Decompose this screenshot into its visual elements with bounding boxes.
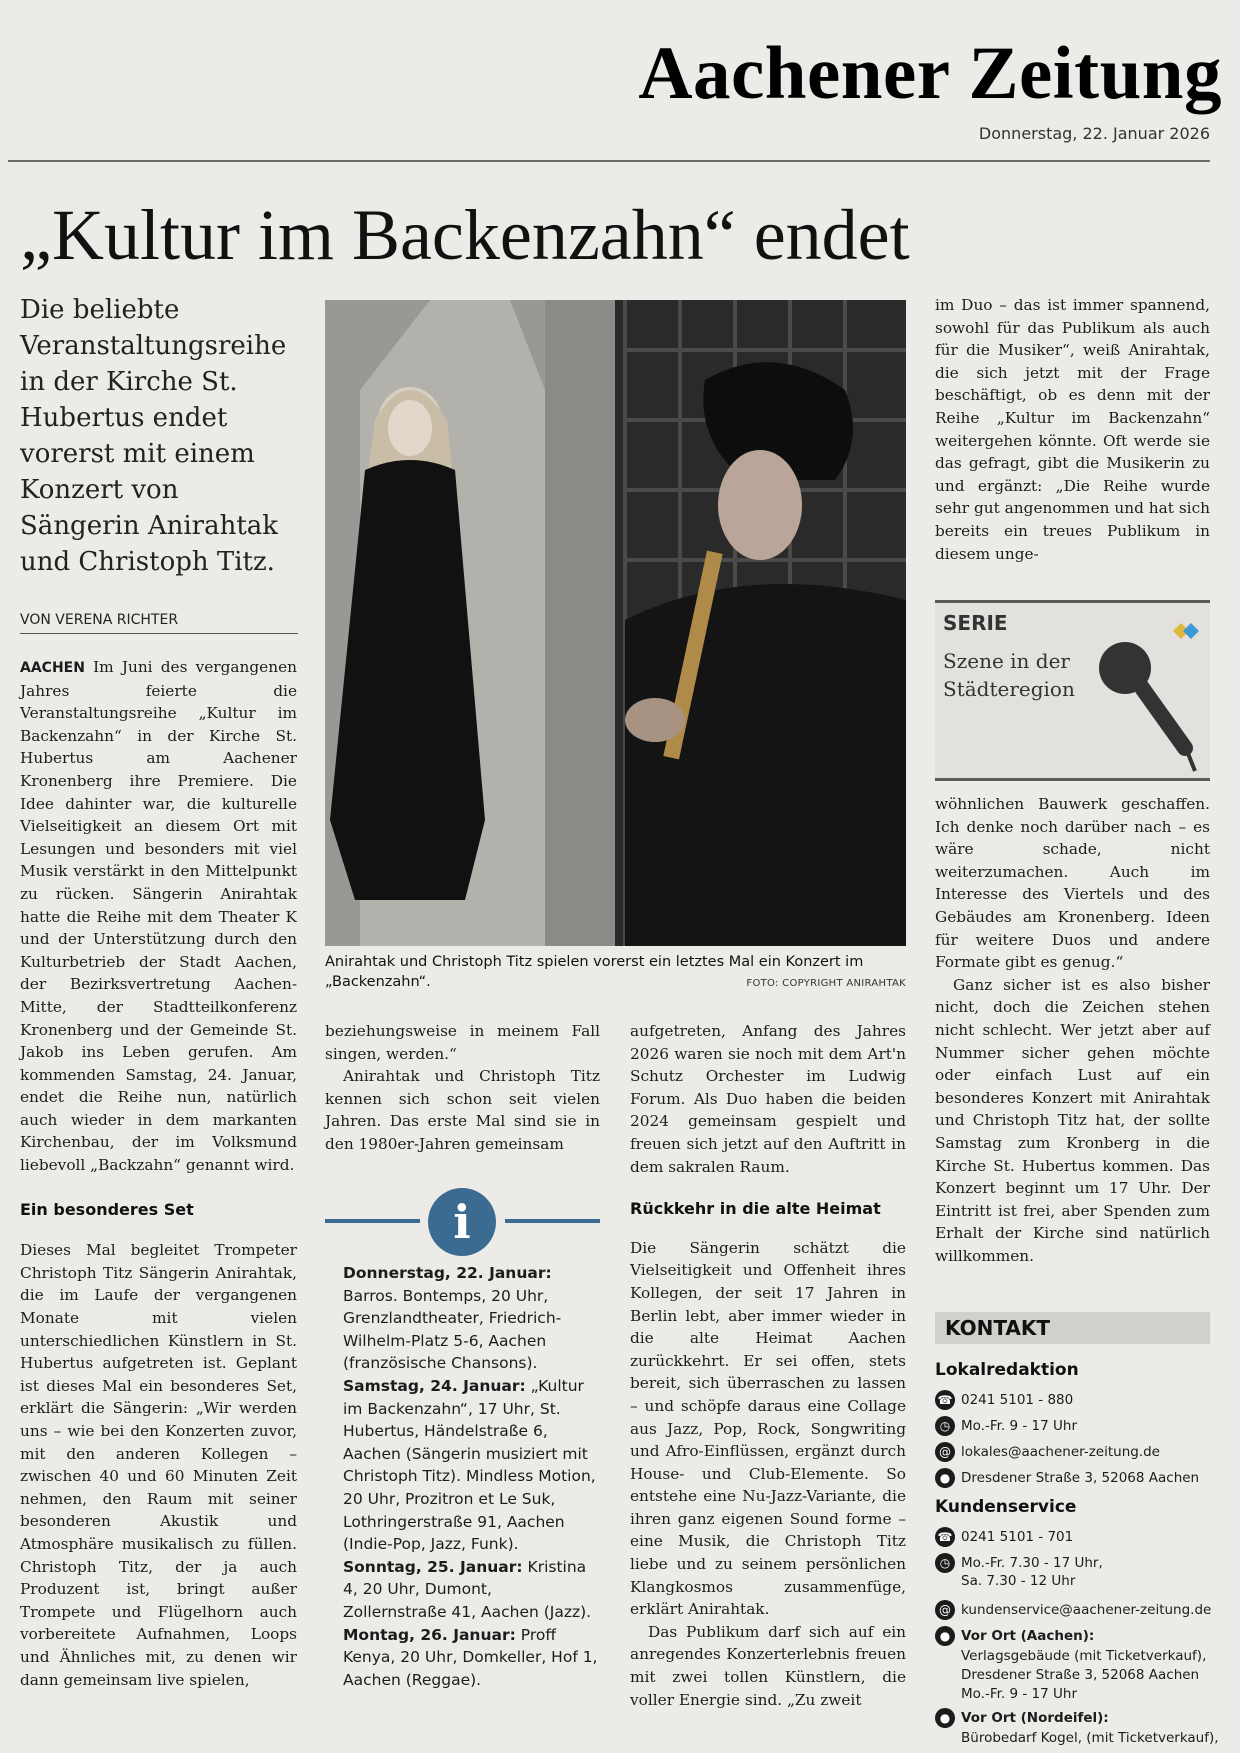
event-details: Proff Kenya, 20 Uhr, Domkeller, Hof 1, Aachen (Reggae). [343, 1625, 598, 1689]
lokalredaktion-heading: Lokalredaktion [935, 1360, 1079, 1380]
event-details: Barros. Bontemps, 20 Uhr, Grenzlandtheater, Friedrich-Wilhelm-Platz 5-6, Aachen (französische Chansons). [343, 1286, 562, 1373]
kontakt-heading: KONTAKT [935, 1312, 1210, 1344]
event-details: „Kultur im Backenzahn“, 17 Uhr, St. Hubertus, Händelstraße 6, Aachen (Sängerin musiziert mit Christoph Titz). Mindless Motion, 20 Uhr, Prozitron et Le Suk, Lothringerstraße 91, Aachen (Indie-Pop, Jazz, Funk). [343, 1376, 596, 1554]
subhead-besonderes-set: Ein besonderes Set [20, 1199, 194, 1219]
kunden-phone: 0241 5101 - 701 [961, 1529, 1074, 1545]
lokal-hours-row [935, 1416, 1077, 1436]
byline: VON VERENA RICHTER [20, 612, 298, 634]
col2-paragraph-2: Anirahtak und Christoph Titz kennen sich schon seit vielen Jahren. Das erste Mal sind sie in den 1980er-Jahren gemeinsam [325, 1067, 600, 1153]
event-day: Donnerstag, 22. Januar: [343, 1264, 552, 1282]
kunden-hours-row [935, 1553, 1103, 1573]
event-day: Samstag, 24. Januar: [343, 1376, 526, 1395]
event-day: Montag, 26. Januar: [343, 1625, 516, 1644]
article-deck: Die beliebte Veranstaltungsreihe in der Kirche St. Hubertus endet vorerst mit einem Konzert von Sängerin Anirahtak und Christoph Titz. [20, 295, 287, 577]
col1-paragraph-2: Dieses Mal begleitet Trompeter Christoph Titz Sängerin Anirahtak, die im Laufe der vergangenen Monate mit vielen unterschiedlichen Künstlern in St. Hubertus aufgetreten ist. Geplant ist dieses Mal ein besonderes Set, erklärt die Sängerin: „Wir werden uns – wie bei den Konzerten zuvor, mit den anderen Kollegen – zwischen 40 und 60 Minuten Zeit nehmen, den Raum mit seiner besonderen Akustik und Atmosphäre musikalisch zu füllen. Christoph Titz, der ja auch Produzent ist, bringt außer Trompete und Flügelhorn auch vorbereitete Aufnahmen, Loops und Ähnliches mit, zu denen wir dann gemeinsam live spielen, [20, 1241, 297, 1689]
phone-icon: ☎ [935, 1527, 955, 1547]
col2-paragraph-1: beziehungsweise in meinem Fall singen, werden.“ [325, 1022, 600, 1063]
kunden-hours-1: Mo.-Fr. 7.30 - 17 Uhr, [961, 1555, 1103, 1571]
lokal-email-row [935, 1442, 1160, 1462]
serie-box [935, 600, 1210, 781]
event-details: Kristina 4, 20 Uhr, Dumont, Zollernstraße 41, Aachen (Jazz). [343, 1557, 592, 1621]
lokal-address-row [935, 1468, 1199, 1488]
article-column-3 [630, 1020, 906, 1711]
clock-icon: ◷ [935, 1416, 955, 1436]
col4-paragraph-2: wöhnlichen Bauwerk geschaffen. Ich denke noch darüber nach – es wäre schade, nicht weiterzumachen. Auch im Interesse des Viertels und des Gebäudes am Kronenberg. Ideen für weitere Duos und andere Formate gibt es genug.“ [935, 795, 1210, 972]
event-entry [343, 1556, 598, 1624]
lokal-email: lokales@aachener-zeitung.de [961, 1444, 1160, 1460]
event-listing [343, 1262, 598, 1691]
location-pin-icon: ● [935, 1708, 955, 1728]
info-rule-right [505, 1219, 600, 1223]
photo-illustration [325, 300, 906, 946]
subhead-rueckkehr: Rückkehr in die alte Heimat [630, 1199, 881, 1219]
col3-paragraph-1: aufgetreten, Anfang des Jahres 2026 waren sie noch mit dem Art'n Schutz Orchester im Ludwig Forum. Als Duo haben die beiden 2024 gemeinsam gespielt und freuen sich jetzt auf den Auftritt in dem sakralen Raum. [630, 1022, 906, 1176]
ort2-row [935, 1708, 1109, 1728]
ort1-row [935, 1626, 1094, 1646]
article-column-2 [325, 1020, 600, 1156]
col4-paragraph-3: Ganz sicher ist es also bisher nicht, doch die Zeichen stehen nicht schlecht. Wer jetzt aber auf Nummer sicher gehen möchte oder einfach Lust auf ein besonderes Konzert mit Anirahtak und Christoph Titz hat, der sollte Samstag zum Kronberg in die Kirche St. Hubertus kommen. Das Konzert beginnt um 17 Uhr. Der Eintritt ist frei, aber Spenden zum Erhalt der Kirche sind natürlich willkommen. [935, 975, 1210, 1265]
ort2-line-1: Bürobedarf Kogel, (mit Ticketverkauf), [961, 1730, 1219, 1746]
event-entry [343, 1624, 598, 1692]
location-pin-icon: ● [935, 1626, 955, 1646]
kundenservice-heading: Kundenservice [935, 1497, 1077, 1517]
caption-text: Anirahtak und Christoph Titz spielen vorerst ein letztes Mal ein Konzert im „Backenzahn“. [325, 954, 864, 990]
ort2-title: Vor Ort (Nordeifel): [961, 1710, 1109, 1726]
ort1-title: Vor Ort (Aachen): [961, 1628, 1095, 1644]
kunden-phone-row [935, 1527, 1073, 1547]
article-photo [325, 300, 906, 946]
article-column-4-bottom [935, 793, 1210, 1267]
kunden-email: kundenservice@aachener-zeitung.de [961, 1602, 1212, 1618]
info-icon: i [428, 1188, 496, 1256]
event-entry [343, 1375, 598, 1556]
ort1-line-2: Dresdener Straße 3, 52068 Aachen [961, 1667, 1200, 1683]
photo-caption [325, 952, 906, 992]
clock-icon: ◷ [935, 1553, 955, 1573]
masthead: Aachener Zeitung [638, 32, 1222, 115]
lokal-hours: Mo.-Fr. 9 - 17 Uhr [961, 1418, 1078, 1434]
col3-paragraph-2: Die Sängerin schätzt die Vielseitigkeit und Offenheit ihres Kollegen, der seit 17 Jahren in Berlin lebt, aber immer wieder in die alte Heimat Aachen zurückkehrt. Er sei offen, stets bereit, sich überraschen zu lassen – und schöpfe daraus eine Collage aus Jazz, Pop, Rock, Songwriting und Afro-Einflüssen, ergänzt durch House- und Club-Elemente. So entstehe eine Nu-Jazz-Variante, die ihren ganz eigenen Sound forme – eine Musik, die Christoph Titz liebe und zu seinem persönlichen Klangkosmos zusammenfüge, erklärt Anirahtak. [630, 1238, 906, 1619]
ort1-line-3: Mo.-Fr. 9 - 17 Uhr [961, 1686, 1078, 1702]
serie-label: SERIE [943, 611, 1008, 635]
info-rule-left [325, 1219, 420, 1223]
ort1-line-1: Verlagsgebäude (mit Ticketverkauf), [961, 1648, 1207, 1664]
dateline-city: AACHEN [20, 660, 85, 676]
col4-paragraph-1: im Duo – das ist immer spannend, sowohl für das Publikum als auch für die Musiker“, weiß Anirahtak, die sich jetzt mit der Frage beschäftigt, ob es denn mit der Reihe „Kultur im Backenzahn“ weitergehen könnte. Oft werde sie das gefragt, gibt die Musikerin zu und ergänzt: „Die Reihe wurde sehr gut angenommen und hat sich bereits ein treues Publikum in diesem unge- [935, 296, 1210, 563]
event-entry [343, 1262, 598, 1375]
serie-title: Szene in der Städteregion [943, 649, 1075, 701]
article-headline: „Kultur im Backenzahn“ endet [20, 195, 910, 275]
event-day: Sonntag, 25. Januar: [343, 1557, 523, 1576]
col3-paragraph-3: Das Publikum darf sich auf ein anregendes Konzerterlebnis freuen mit zwei tollen Künstlern, die voller Energie sind. „Zu zweit [630, 1622, 906, 1709]
microphone-icon [1085, 623, 1205, 773]
email-icon: @ [935, 1442, 955, 1462]
photo-credit: FOTO: COPYRIGHT ANIRAHTAK [746, 978, 906, 989]
lokal-address: Dresdener Straße 3, 52068 Aachen [961, 1470, 1200, 1486]
email-icon: @ [935, 1600, 955, 1620]
phone-icon: ☎ [935, 1390, 955, 1410]
lokal-phone: 0241 5101 - 880 [961, 1392, 1074, 1408]
lokal-phone-row [935, 1390, 1073, 1410]
col1-paragraph-1: Im Juni des vergangenen Jahres feierte die Veranstaltungsreihe „Kultur im Backenzahn“ in der Kirche St. Hubertus am Aachener Kronenberg ihre Premiere. Die Idee dahinter war, die kulturelle Vielseitigkeit an diesem Ort mit Lesungen und besonders mit viel Musik verstärkt in den Mittelpunkt zu rücken. Sängerin Anirahtak hatte die Reihe mit dem Theater K und der Unterstützung durch den Kulturbetrieb der Stadt Aachen, der Bezirksvertretung Aachen-Mitte, der Stadtteilkonferenz Kronenberg und der Gemeinde St. Jakob ins Leben gerufen. Am kommenden Samstag, 24. Januar, endet die Reihe nun, natürlich auch wieder in dem markanten Kirchenbau, der im Volksmund liebevoll „Backzahn“ genannt wird. [20, 658, 297, 1175]
kunden-email-row [935, 1600, 1211, 1620]
location-pin-icon: ● [935, 1468, 955, 1488]
issue-date: Donnerstag, 22. Januar 2026 [978, 124, 1210, 143]
article-column-4-top [935, 294, 1210, 565]
masthead-rule [8, 160, 1210, 162]
kunden-hours-2: Sa. 7.30 - 12 Uhr [961, 1573, 1076, 1589]
article-column-1 [20, 656, 297, 1691]
